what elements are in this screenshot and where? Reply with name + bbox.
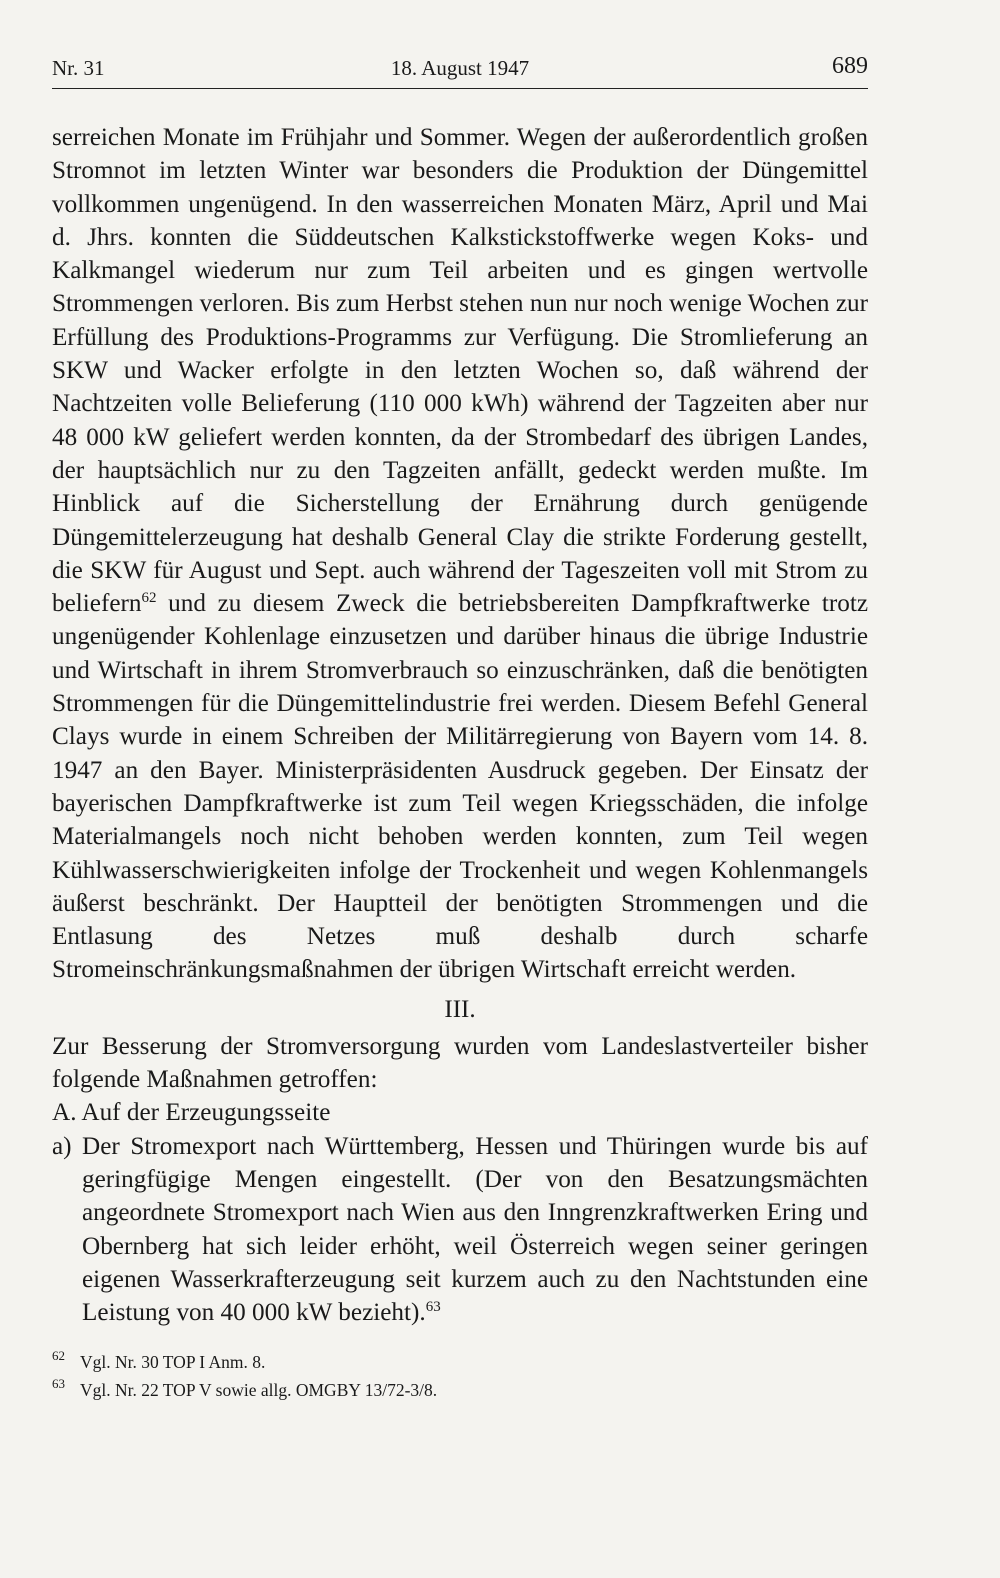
paragraph: Zur Besserung der Stromversorgung wurden vom Landeslastverteiler bisher folgende Maßnahmen getroffen:: [52, 1032, 868, 1094]
list-item-body: Der Stromexport nach Württemberg, Hessen und Thüringen wurde bis auf geringfügige Mengen eingestellt. (Der von den Besatzungsmächten angeordnete Stromexport nach Wien aus den Inngrenzkraftwerken Ering und Obernberg hat sich leider erhöht, weil Österreich wegen seiner geringen eigenen Wasserkrafterzeugung seit kurzem auch zu den Nachtstunden eine Leistung von 40 000 kW bezieht).: [82, 1132, 868, 1327]
list-item-text: [82, 1130, 868, 1330]
body-text: [52, 121, 868, 1329]
issue-date: 18. August 1947: [390, 56, 530, 80]
issue-number: Nr. 31: [52, 56, 105, 80]
footnotes: [52, 1348, 868, 1404]
footnote: [52, 1376, 868, 1404]
paragraph-text: serreichen Monate im Frühjahr und Sommer. Wegen der außerordentlich großen Stromnot im letzten Winter war besonders die Produktion der Düngemittel vollkommen ungenügend. In den wasserreichen Monaten März, April und Mai d. Jhrs. konnten die Süddeutschen Kalkstickstoffwerke wegen Koks- und Kalkmangel wiederum nur zum Teil arbeiten und es gingen wertvolle Strommengen verloren. Bis zum Herbst stehen nun nur noch wenige Wochen zur Erfüllung des Produktions-Programms zur Verfügung. Die Stromlieferung an SKW und Wacker erfolgte in den letzten Wochen so, daß während der Nachtzeiten volle Belieferung (110 000 kWh) während der Tagzeiten aber nur 48 000 kW geliefert werden konnten, da der Strombedarf des übrigen Landes, der hauptsächlich nur zu den Tagzeiten anfällt, gedeckt werden mußte. Im Hinblick auf die Sicherstellung der Ernährung durch genügende Düngemittelerzeugung hat deshalb General Clay die strikte Forderung gestellt, die SKW für August und Sept. auch während der Tageszeiten voll mit Strom zu beliefern: [52, 124, 868, 618]
footnote-ref: 62: [141, 590, 157, 607]
page-number: 689: [832, 53, 868, 79]
footnote-ref: 63: [425, 1299, 441, 1316]
footnote-text: Vgl. Nr. 22 TOP V sowie allg. OMGBY 13/72-3/8.: [80, 1380, 438, 1400]
section-heading: III.: [444, 995, 476, 1023]
document-page: [52, 50, 868, 1400]
footnote-number: 62: [52, 1348, 65, 1363]
subheading: A. Auf der Erzeugungsseite: [52, 1099, 331, 1127]
footnote-number: 63: [52, 1376, 65, 1391]
footnote: [52, 1348, 868, 1376]
footnote-text: Vgl. Nr. 30 TOP I Anm. 8.: [80, 1352, 266, 1372]
paragraph-text: und zu diesem Zweck die betriebsbereiten Dampfkraftwerke trotz ungenügender Kohlenlage einzusetzen und darüber hinaus die übrige Industrie und Wirtschaft in ihrem Stromverbrauch so einzuschränken, daß die benötigten Strommengen für die Düngemittelindustrie frei werden. Diesem Befehl General Clays wurde in einem Schreiben der Militärregierung von Bayern vom 14. 8. 1947 an den Bayer. Ministerpräsidenten Ausdruck gegeben. Der Einsatz der bayerischen Dampfkraftwerke ist zum Teil wegen Kriegsschäden, die infolge Materialmangels noch nicht behoben werden konnten, zum Teil wegen Kühlwasserschwierigkeiten infolge der Trockenheit und wegen Kohlenmangels äußerst beschränkt. Der Hauptteil der benötigten Strommengen und die Entlasung des Netzes muß deshalb durch scharfe Stromeinschränkungsmaßnahmen der übrigen Wirtschaft erreicht werden.: [52, 590, 868, 984]
list-item-label: a): [52, 1132, 72, 1160]
list-item: [52, 1130, 868, 1330]
running-head: [52, 50, 868, 89]
paragraph: [52, 121, 868, 987]
